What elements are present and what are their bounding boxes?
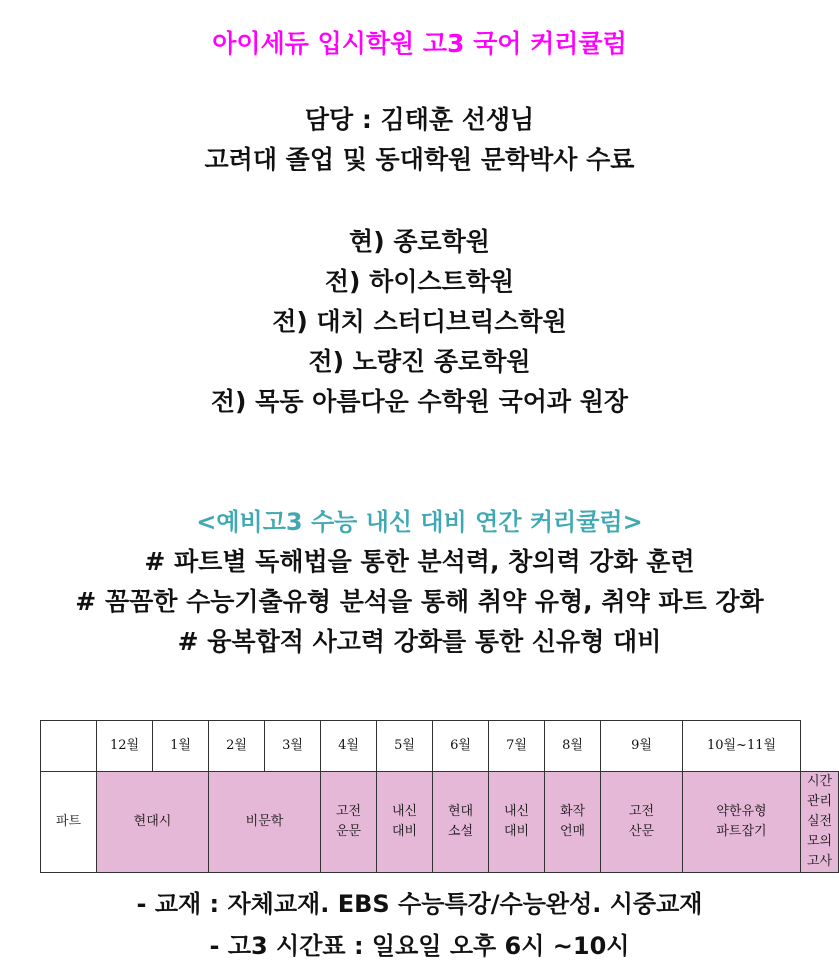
schedule-info: - 고3 시간표 : 일요일 오후 6시 ~10시: [209, 932, 630, 960]
month-header: 10월~11월: [683, 721, 801, 772]
part-cell: [489, 772, 545, 873]
month-header: 5월: [377, 721, 433, 772]
curriculum-point: # 융복합적 사고력 강화를 통한 신유형 대비: [177, 627, 662, 656]
month-header: 12월: [97, 721, 153, 772]
page-title: 아이세듀 입시학원 고3 국어 커리큘럼: [212, 29, 627, 58]
part-line: 운문: [335, 824, 362, 839]
curriculum-title: <예비고3 수능 내신 대비 연간 커리큘럼>: [196, 508, 643, 536]
curriculum-point: # 파트별 독해법을 통한 분석력, 창의력 강화 훈련: [144, 547, 695, 576]
part-line: 실전 모의고사: [806, 814, 833, 869]
part-line: 고전: [628, 804, 655, 819]
part-cell: [321, 772, 377, 873]
part-line: 현대시: [133, 814, 172, 829]
part-line: 대비: [391, 824, 418, 839]
part-line: 대비: [503, 824, 530, 839]
month-header: 3월: [265, 721, 321, 772]
month-header: 4월: [321, 721, 377, 772]
part-line: 비문학: [245, 814, 284, 829]
month-header: 1월: [153, 721, 209, 772]
part-cell: [97, 772, 209, 873]
part-line: 약한유형: [716, 804, 767, 819]
part-cell: [545, 772, 601, 873]
part-line: 산문: [628, 824, 655, 839]
part-cell: [801, 772, 839, 873]
curriculum-point: # 꼼꼼한 수능기출유형 분석을 통해 취약 유형, 취약 파트 강화: [75, 587, 764, 616]
row-label: 파트: [41, 772, 97, 873]
part-cell: [683, 772, 801, 873]
career-item: 전) 목동 아름다운 수학원 국어과 원장: [210, 387, 629, 416]
month-header: 9월: [601, 721, 683, 772]
part-line: 소설: [447, 824, 474, 839]
month-header: 6월: [433, 721, 489, 772]
table-row: [41, 772, 839, 873]
part-line: 현대: [447, 804, 474, 819]
part-line: 내신: [503, 804, 530, 819]
part-line: 고전: [335, 804, 362, 819]
month-header: 8월: [545, 721, 601, 772]
part-line: 언매: [559, 824, 586, 839]
part-line: 화작: [559, 804, 586, 819]
table-corner-cell: [41, 721, 97, 772]
part-line: 내신: [391, 804, 418, 819]
month-header: 2월: [209, 721, 265, 772]
career-item: 전) 대치 스터디브릭스학원: [272, 307, 567, 336]
part-cell: [209, 772, 321, 873]
textbook-info: - 교재 : 자체교재. EBS 수능특강/수능완성. 시중교재: [136, 890, 703, 918]
career-item: 현) 종로학원: [349, 227, 490, 256]
career-item: 전) 노량진 종로학원: [308, 347, 531, 376]
part-cell: [601, 772, 683, 873]
part-cell: [433, 772, 489, 873]
teacher-name: 담당 : 김태훈 선생님: [304, 105, 535, 134]
month-header: 7월: [489, 721, 545, 772]
teacher-education: 고려대 졸업 및 동대학원 문학박사 수료: [204, 145, 635, 174]
part-cell: [377, 772, 433, 873]
part-line: 시간관리: [806, 774, 833, 809]
table-header-row: [41, 721, 839, 772]
career-item: 전) 하이스트학원: [324, 267, 515, 296]
part-line: 파트잡기: [716, 824, 767, 839]
curriculum-table: [40, 720, 839, 873]
